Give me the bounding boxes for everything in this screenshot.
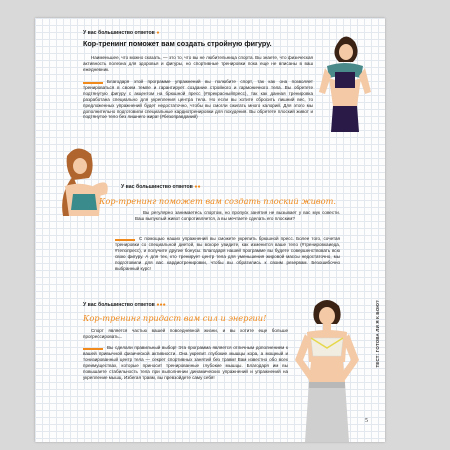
book-page — [35, 18, 385, 442]
section-paragraph: Наименьшее, что можно сказать, — это то, что вы не любительница спорта. Вы знаете, что физическая активность полезна для здоровья и фигуры, но спортивные тренировки пока еще не вписаны в ваш ежедневник. — [83, 55, 313, 72]
section-heading: У вас большинство ответов ● — [83, 30, 160, 36]
woman-hands-on-hips-illustration — [291, 298, 363, 442]
page-number: 5 — [365, 418, 368, 424]
section-paragraph: Спорт является частью вашей повседневной жизни, и вы хотите еще больше прогрессировать... — [83, 328, 288, 339]
triangle-icon: ●●● — [156, 302, 166, 308]
section-title: Кор-тренинг поможет вам создать стройную фигуру. — [83, 39, 272, 48]
section-title: Кор-тренинг придаст вам сил и энергии! — [83, 313, 267, 323]
section-paragraph: Благодаря этой программе упражнений вы полюбите спорт, так как она позволяет тренироваться в своем темпе и гарантирует создание стройного и гармоничного тела. Вы обретете подтянутую фигуру с акцентом на брюшной пресс (#прекрасныйпресс), так как данная тренировка разработана специально для укрепления центра тела. Но если вы хотите сбросить лишний вес, то предложенных упражнений будет недостаточно, чтобы вы смогли сжигать много калорий. Для этого мы дополнительно подготовили специальные кардиотренировки для похудения. Вы обретете плоский живот и подтянутое тело без лишнего жира! (#безоправданий) — [83, 79, 313, 120]
section-paragraph: Вы регулярно занимаетесь спортом, но пропуск занятия не вызывает у вас мук совести. Ваш выпуклый живот сопротивляется, а вы мечтаете сделать его плоским? — [135, 210, 340, 221]
section-title: Кор-тренинг поможет вам создать плоский живот. — [99, 196, 336, 206]
section-paragraph: Вы сделали правильный выбор! Эта программа является отличным дополнением к вашей привычной физической активности. Она укрепит глубокие мышцы кора, а мощный и тонизированный центр тела — секрет спортивных занятий без травм! Вам известно обо всех преимуществах, которые приносит тренированные глубокие мышцы. Благодаря им вы повышаете стабильность тела при выполнении динамических упражнений и упражнений на укрепление мышц. Избегая травм, вы превзойдете саму себя! — [83, 345, 288, 380]
triangle-icon: ●● — [194, 184, 201, 190]
woman-shoulder-illustration — [55, 146, 113, 230]
woman-towel-illustration — [317, 32, 373, 132]
section-heading: У вас большинство ответов ●●● — [83, 302, 166, 308]
triangle-icon: ● — [156, 30, 160, 36]
section-heading: У вас большинство ответов ●● — [121, 184, 201, 190]
sidebar-label: ТЕСТ: ГОТОВА ЛИ Я К БОЮ? — [375, 300, 380, 368]
section-paragraph: С помощью наших упражнений вы сможете укрепить брюшной пресс. Более того, сочетая тренировки со специальной диетой, вы вскоре увидите, как изменится ваше тело (#тренировкаиеда, #тепопресс), и получите другие бонусы. Благодаря нашей программе вы будете совершенствовать всю свою фигуру. А для тех, кто тренирует центр тела для уменьшения жировой массы недостаточно, мы подготовили для вас кардиотренировки, чтобы вы обратились к своим резервам. Безошибочно выбранный курс! — [115, 236, 340, 271]
